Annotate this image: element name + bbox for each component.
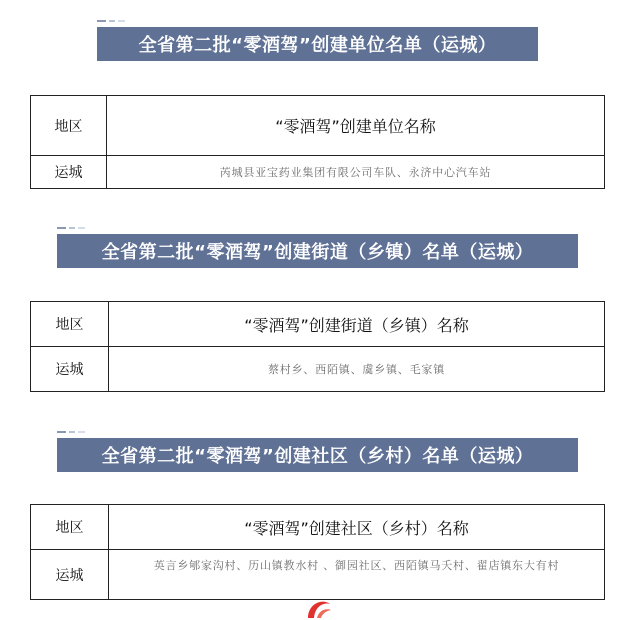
table-header-row: [31, 96, 605, 156]
table-header-row: [31, 505, 605, 550]
region-cell: 运城: [31, 347, 109, 392]
table-row: [31, 347, 605, 392]
header-name-cell: “零酒驾”创建街道（乡镇）名称: [109, 302, 605, 347]
table-header-row: [31, 302, 605, 347]
names-cell: 英言乡郇家沟村、历山镇教水村 、御园社区、西陌镇马夭村、翟店镇东大有村: [109, 550, 605, 600]
title-decoration: [97, 20, 125, 22]
table-row: [31, 156, 605, 189]
table-row: [31, 550, 605, 600]
region-cell: 运城: [31, 156, 107, 189]
header-region-cell: 地区: [31, 96, 107, 156]
units-table: [30, 95, 605, 189]
title-decoration: [57, 227, 85, 229]
red-logo-icon: [300, 596, 336, 620]
names-cell: 芮城县亚宝药业集团有限公司车队、永济中心汽车站: [107, 156, 605, 189]
header-region-cell: 地区: [31, 302, 109, 347]
header-name-cell: “零酒驾”创建单位名称: [107, 96, 605, 156]
section-title-banner: 全省第二批“零酒驾”创建街道（乡镇）名单（运城）: [57, 234, 578, 268]
communities-table: [30, 504, 605, 600]
region-cell: 运城: [31, 550, 109, 600]
names-cell: 蔡村乡、西陌镇、虞乡镇、毛家镇: [109, 347, 605, 392]
streets-table: [30, 301, 605, 392]
header-region-cell: 地区: [31, 505, 109, 550]
section-title-banner: 全省第二批“零酒驾”创建单位名单（运城）: [97, 27, 538, 61]
title-decoration: [57, 431, 85, 433]
header-name-cell: “零酒驾”创建社区（乡村）名称: [109, 505, 605, 550]
section-title-banner: 全省第二批“零酒驾”创建社区（乡村）名单（运城）: [57, 438, 578, 472]
